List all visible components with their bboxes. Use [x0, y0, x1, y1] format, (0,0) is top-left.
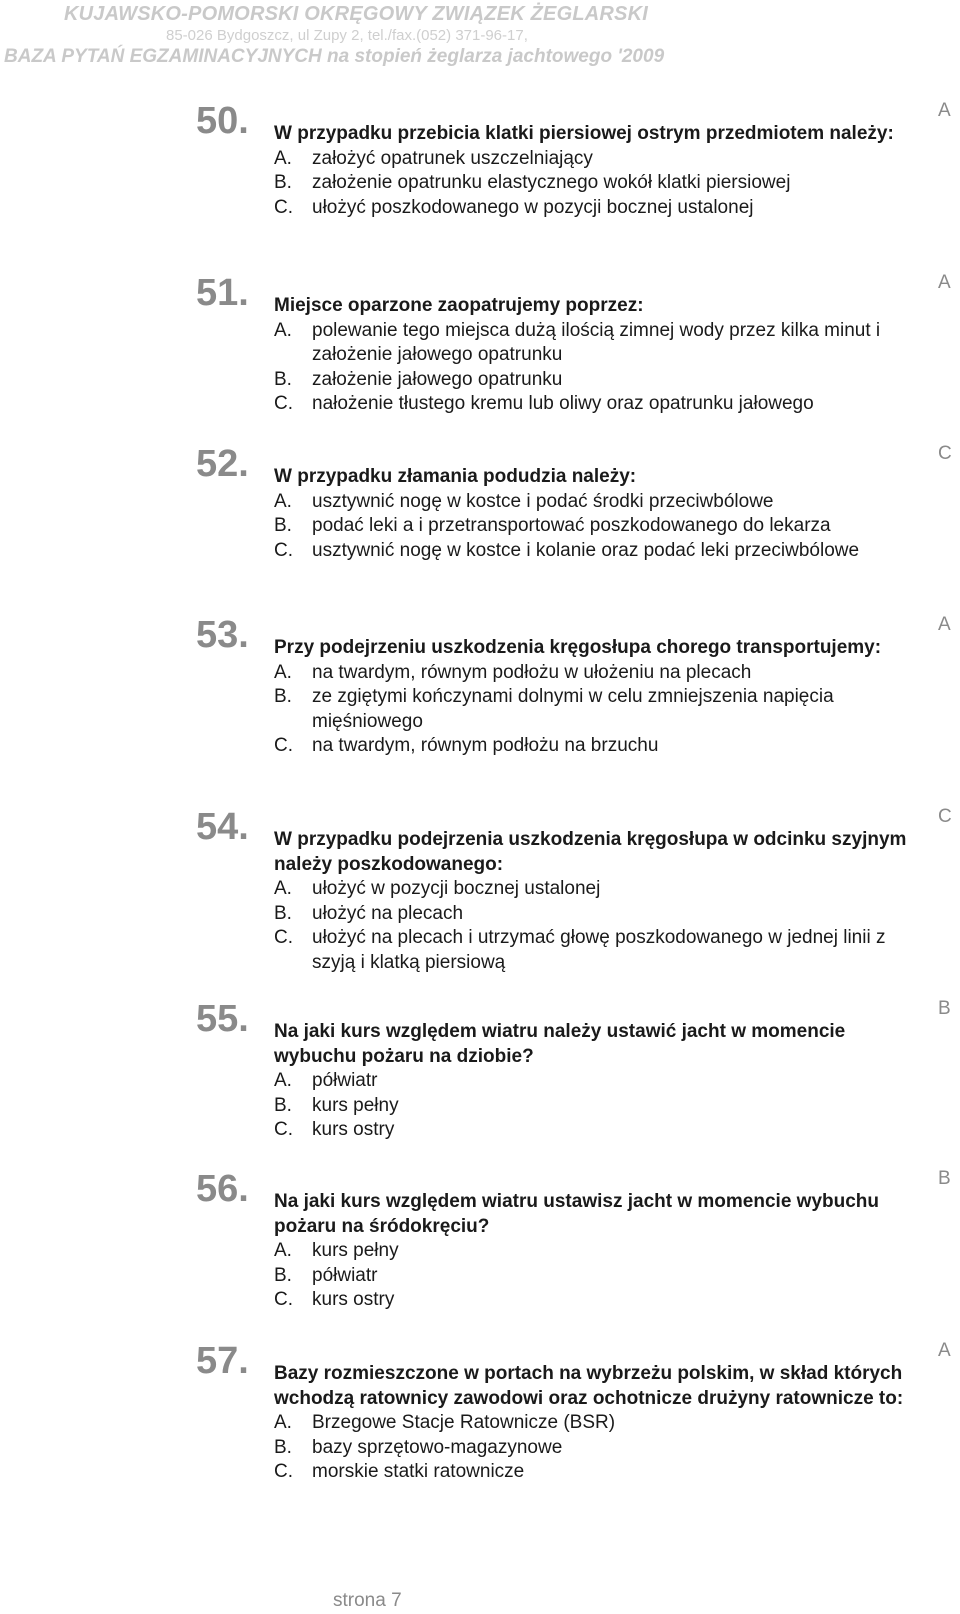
answer-key: A: [938, 100, 951, 121]
question-stem: W przypadku przebicia klatki piersiowej ostrym przedmiotem należy:: [274, 123, 894, 144]
option-text: założenie opatrunku elastycznego wokół klatki piersiowej: [312, 172, 791, 193]
answer-option: [274, 877, 914, 902]
question-stem: Na jaki kurs względem wiatru należy ustawić jacht w momencie wybuchu pożaru na dziobie?: [274, 1021, 846, 1067]
option-text: ze zgiętymi kończynami dolnymi w celu zmniejszenia napięcia mięśniowego: [312, 686, 834, 732]
option-letter: B.: [274, 686, 292, 707]
option-letter: A.: [274, 319, 292, 341]
answer-option: [274, 368, 914, 393]
question-number: 53.: [196, 614, 249, 656]
question-stem: W przypadku podejrzenia uszkodzenia kręgosłupa w odcinku szyjnym należy poszkodowanego:: [274, 829, 907, 875]
answer-key: B: [938, 998, 951, 1019]
question-body: [274, 828, 914, 975]
option-letter: B.: [274, 515, 292, 536]
answer-option: [274, 147, 914, 172]
option-letter: C.: [274, 393, 293, 414]
option-text: usztywnić nogę w kostce i kolanie oraz podać leki przeciwbólowe: [312, 539, 860, 561]
option-letter: B.: [274, 1436, 292, 1458]
option-letter: A.: [274, 1070, 292, 1091]
option-letter: C.: [274, 735, 293, 756]
option-letter: B.: [274, 172, 292, 193]
option-letter: A.: [274, 147, 292, 169]
answer-option: [274, 902, 914, 927]
answer-option: [274, 661, 914, 686]
option-text: polewanie tego miejsca dużą ilością zimnej wody przez kilka minut i założenie jałowego opatrunku: [312, 319, 881, 365]
option-letter: B.: [274, 1094, 292, 1116]
question-number: 57.: [196, 1340, 249, 1382]
answer-option: [274, 392, 914, 417]
question-number: 50.: [196, 100, 249, 142]
option-letter: C.: [274, 1289, 293, 1310]
option-text: ułożyć w pozycji bocznej ustalonej: [312, 878, 601, 899]
answer-option: [274, 1118, 914, 1143]
association-title: KUJAWSKO-POMORSKI OKRĘGOWY ZWIĄZEK ŻEGLARSKI: [64, 3, 648, 25]
option-letter: C.: [274, 1119, 293, 1140]
option-text: ułożyć na plecach i utrzymać głowę poszkodowanego w jednej linii z szyją i klatką piersiową: [312, 927, 886, 973]
answer-option: [274, 319, 914, 368]
answer-option: [274, 196, 914, 221]
answer-option: [274, 1264, 914, 1289]
answer-option: [274, 490, 914, 515]
question-stem: W przypadku złamania podudzia należy:: [274, 466, 637, 487]
option-text: półwiatr: [312, 1264, 378, 1286]
option-text: ułożyć poszkodowanego w pozycji bocznej ustalonej: [312, 196, 754, 218]
option-letter: C.: [274, 196, 293, 218]
question-body: [274, 1190, 914, 1313]
option-letter: A.: [274, 1412, 292, 1433]
question-base-title: BAZA PYTAŃ EGZAMINACYJNYCH na stopień żeglarza jachtowego '2009: [4, 46, 665, 67]
page-number: strona 7: [333, 1590, 402, 1611]
answer-key: A: [938, 272, 951, 293]
answer-option: [274, 1460, 914, 1485]
option-letter: C.: [274, 1461, 293, 1482]
option-text: kurs ostry: [312, 1289, 395, 1310]
question-body: [274, 122, 914, 220]
answer-option: [274, 685, 914, 734]
question-number: 54.: [196, 806, 249, 848]
association-address: 85-026 Bydgoszcz, ul Zupy 2, tel./fax.(052) 371-96-17,: [166, 27, 528, 44]
option-letter: C.: [274, 539, 293, 561]
answer-key: C: [938, 806, 952, 827]
answer-key: A: [938, 1340, 951, 1361]
option-text: Brzegowe Stacje Ratownicze (BSR): [312, 1412, 616, 1433]
option-text: na twardym, równym podłożu na brzuchu: [312, 735, 659, 756]
option-text: kurs ostry: [312, 1119, 395, 1140]
question-number: 52.: [196, 443, 249, 485]
option-text: morskie statki ratownicze: [312, 1461, 525, 1482]
option-text: ułożyć na plecach: [312, 902, 464, 924]
option-letter: A.: [274, 490, 292, 512]
option-text: nałożenie tłustego kremu lub oliwy oraz opatrunku jałowego: [312, 393, 814, 414]
option-letter: A.: [274, 661, 292, 683]
option-text: kurs pełny: [312, 1240, 399, 1261]
option-letter: B.: [274, 1264, 292, 1286]
option-text: założenie jałowego opatrunku: [312, 368, 563, 390]
answer-key: C: [938, 443, 952, 464]
answer-option: [274, 514, 914, 539]
question-body: [274, 636, 914, 759]
option-text: założyć opatrunek uszczelniający: [312, 147, 593, 169]
question-stem: Na jaki kurs względem wiatru ustawisz jacht w momencie wybuchu pożaru na śródokręciu?: [274, 1191, 880, 1237]
option-letter: B.: [274, 368, 292, 390]
answer-option: [274, 1436, 914, 1461]
answer-key: B: [938, 1168, 951, 1189]
question-body: [274, 465, 914, 563]
answer-option: [274, 539, 914, 564]
answer-option: [274, 1411, 914, 1436]
option-letter: A.: [274, 878, 292, 899]
answer-option: [274, 1239, 914, 1264]
answer-option: [274, 1069, 914, 1094]
answer-option: [274, 734, 914, 759]
question-number: 55.: [196, 998, 249, 1040]
answer-option: [274, 1288, 914, 1313]
option-letter: A.: [274, 1240, 292, 1261]
option-text: bazy sprzętowo-magazynowe: [312, 1436, 563, 1458]
option-text: półwiatr: [312, 1070, 378, 1091]
answer-option: [274, 171, 914, 196]
option-letter: B.: [274, 902, 292, 924]
question-number: 51.: [196, 272, 249, 314]
question-body: [274, 294, 914, 417]
answer-key: A: [938, 614, 951, 635]
answer-option: [274, 926, 914, 975]
question-body: [274, 1362, 914, 1485]
question-body: [274, 1020, 914, 1143]
question-stem: Przy podejrzeniu uszkodzenia kręgosłupa chorego transportujemy:: [274, 637, 882, 658]
question-stem: Miejsce oparzone zaopatrujemy poprzez:: [274, 295, 644, 316]
question-number: 56.: [196, 1168, 249, 1210]
answer-option: [274, 1094, 914, 1119]
option-text: usztywnić nogę w kostce i podać środki przeciwbólowe: [312, 490, 774, 512]
option-text: na twardym, równym podłożu w ułożeniu na plecach: [312, 661, 752, 683]
option-text: kurs pełny: [312, 1094, 399, 1116]
option-letter: C.: [274, 927, 293, 948]
question-stem: Bazy rozmieszczone w portach na wybrzeżu polskim, w skład których wchodzą ratownicy zawodowi oraz ochotnicze drużyny ratownicze to:: [274, 1363, 904, 1409]
option-text: podać leki a i przetransportować poszkodowanego do lekarza: [312, 515, 831, 536]
